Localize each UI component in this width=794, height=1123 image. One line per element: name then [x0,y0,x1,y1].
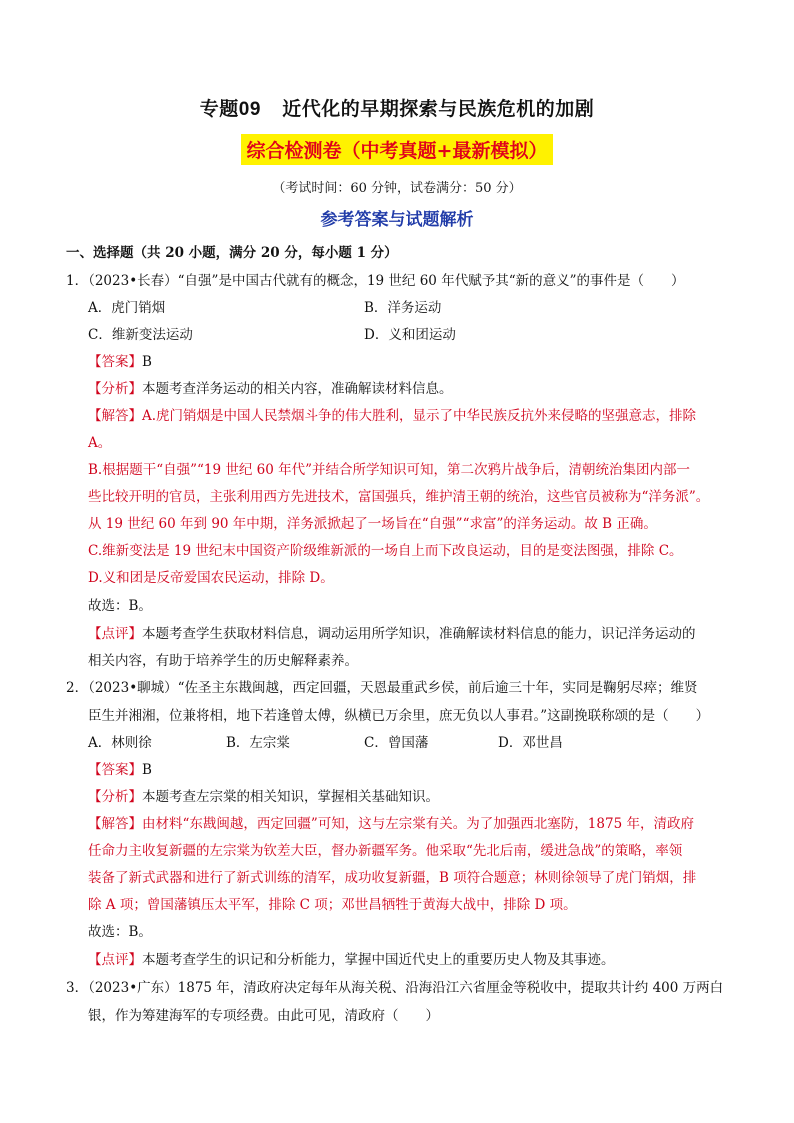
q1-option-b: B．洋务运动 [364,300,442,316]
review-text: 本题考查学生的识记和分析能力，掌握中国近代史上的重要历史人物及其事迹。 [142,952,615,968]
page-subtitle: 综合检测卷（中考真题+最新模拟） [241,134,554,165]
review-tag: 【点评】 [88,626,142,642]
analysis-text: 本题考查左宗棠的相关知识，掌握相关基础知识。 [142,789,439,805]
solution-text-c: 可知，这与左宗棠有关。为了加强西北塞防，1875 年，清政府 [317,816,694,832]
q2-option-d: D．邓世昌 [498,735,563,751]
solution-quote: “东戡闽越，西定回疆” [182,816,318,832]
q1-solution-line-1b: A。 [88,435,112,451]
q1-solution-line-2: B.根据题干“自强”“19 世纪 60 年代”并结合所学知识可知，第二次鸦片战争后，清朝统治集团内部一 [88,462,691,478]
review-tag: 【点评】 [88,952,142,968]
q2-stem-line-2: 臣生并湘湘，位兼将相，地下若逢曾太傅，纵横已万余里，庶无负以人事君。”这副挽联称颂的是（ ） [88,708,710,724]
q2-choose: 故选：B。 [88,924,152,940]
q2-review [88,948,615,968]
title-number: 09 [238,99,261,120]
q1-analysis [88,377,453,397]
q3-stem-line-2: 银，作为筹建海军的专项经费。由此可见，清政府（ ） [88,1008,439,1024]
q2-option-a: A．林则徐 [88,735,152,751]
q1-option-c: C．维新变法运动 [88,327,193,343]
solution-text: A.虎门销烟是中国人民禁烟斗争的伟大胜利，显示了中华民族反抗外来侵略的坚强意志，排除 [142,408,697,424]
q3-stem-line-1: 3．（2023•广东）1875 年，清政府决定每年从海关税、沿海沿江六省厘金等税收中，提取共计约 400 万两白 [66,980,724,996]
title-main: 近代化的早期探索与民族危机的加剧 [282,98,595,120]
solution-tag: 【解答】 [88,408,142,424]
q1-answer [88,350,152,370]
q2-option-c: C．曾国藩 [364,735,429,751]
q1-solution-line-4: 从 19 世纪 60 年到 90 年中期，洋务派掀起了一场旨在“自强”“求富”的洋务运动。故 B 正确。 [88,516,657,532]
q1-stem: 1．（2023•长春）“自强”是中国古代就有的概念，19 世纪 60 年代赋予其“新的意义”的事件是（ ） [66,273,685,289]
q2-answer [88,758,152,778]
q2-solution-line-4: 除 A 项；曾国藩镇压太平军，排除 C 项；邓世昌牺牲于黄海大战中，排除 D 项。 [88,897,577,913]
q1-review-line-2: 相关内容，有助于培养学生的历史解释素养。 [88,653,358,669]
exam-info: （考试时间：60 分钟，试卷满分：50 分） [272,181,522,196]
q1-option-a: A．虎门销烟 [88,300,166,316]
analysis-tag: 【分析】 [88,789,142,805]
analysis-tag: 【分析】 [88,381,142,397]
q1-solution-line-1 [88,404,696,424]
subtitle-wrap [0,134,794,165]
section-heading: 一、选择题（共 20 小题，满分 20 分，每小题 1 分） [66,245,398,261]
page-title [0,94,794,121]
q2-solution-line-1 [88,812,694,832]
q1-solution-line-5: C.维新变法是 19 世纪末中国资产阶级维新派的一场自上而下改良运动，目的是变法图强，排除 C。 [88,543,683,559]
q2-option-b: B．左宗棠 [226,735,290,751]
q1-review [88,622,696,642]
q2-solution-line-3: 装备了新式武器和进行了新式训练的清军，成功收复新疆，B 项符合题意；林则徐领导了虎门销烟，排 [88,870,697,886]
answer-tag: 【答案】 [88,354,142,370]
solution-tag: 【解答】 [88,816,142,832]
title-prefix: 专题 [199,98,239,120]
q1-option-d: D．义和团运动 [364,327,456,343]
q1-solution-line-3: 些比较开明的官员，主张利用西方先进技术，富国强兵，维护清王朝的统治，这些官员被称为“洋务派”。 [88,489,710,505]
q2-analysis [88,785,439,805]
solution-text-a: 由材料 [142,816,183,832]
q1-solution-line-6: D.义和团是反帝爱国农民运动，排除 D。 [88,570,334,586]
answer-tag: 【答案】 [88,762,142,778]
answers-title: 参考答案与试题解析 [320,210,474,230]
q1-choose: 故选：B。 [88,598,152,614]
q2-stem-line-1: 2．（2023•聊城）“佐圣主东戡闽越，西定回疆，天恩最重武乡侯，前后逾三十年，实同是鞠躬尽瘁；维贤 [66,680,698,696]
q2-solution-line-2: 任命力主收复新疆的左宗棠为钦差大臣，督办新疆军务。他采取“先北后南，缓进急战”的策略，率领 [88,843,683,859]
answer-value: B [142,762,152,778]
review-text: 本题考查学生获取材料信息，调动运用所学知识，准确解读材料信息的能力，识记洋务运动的 [142,626,696,642]
analysis-text: 本题考查洋务运动的相关内容，准确解读材料信息。 [142,381,453,397]
answer-value: B [142,354,152,370]
